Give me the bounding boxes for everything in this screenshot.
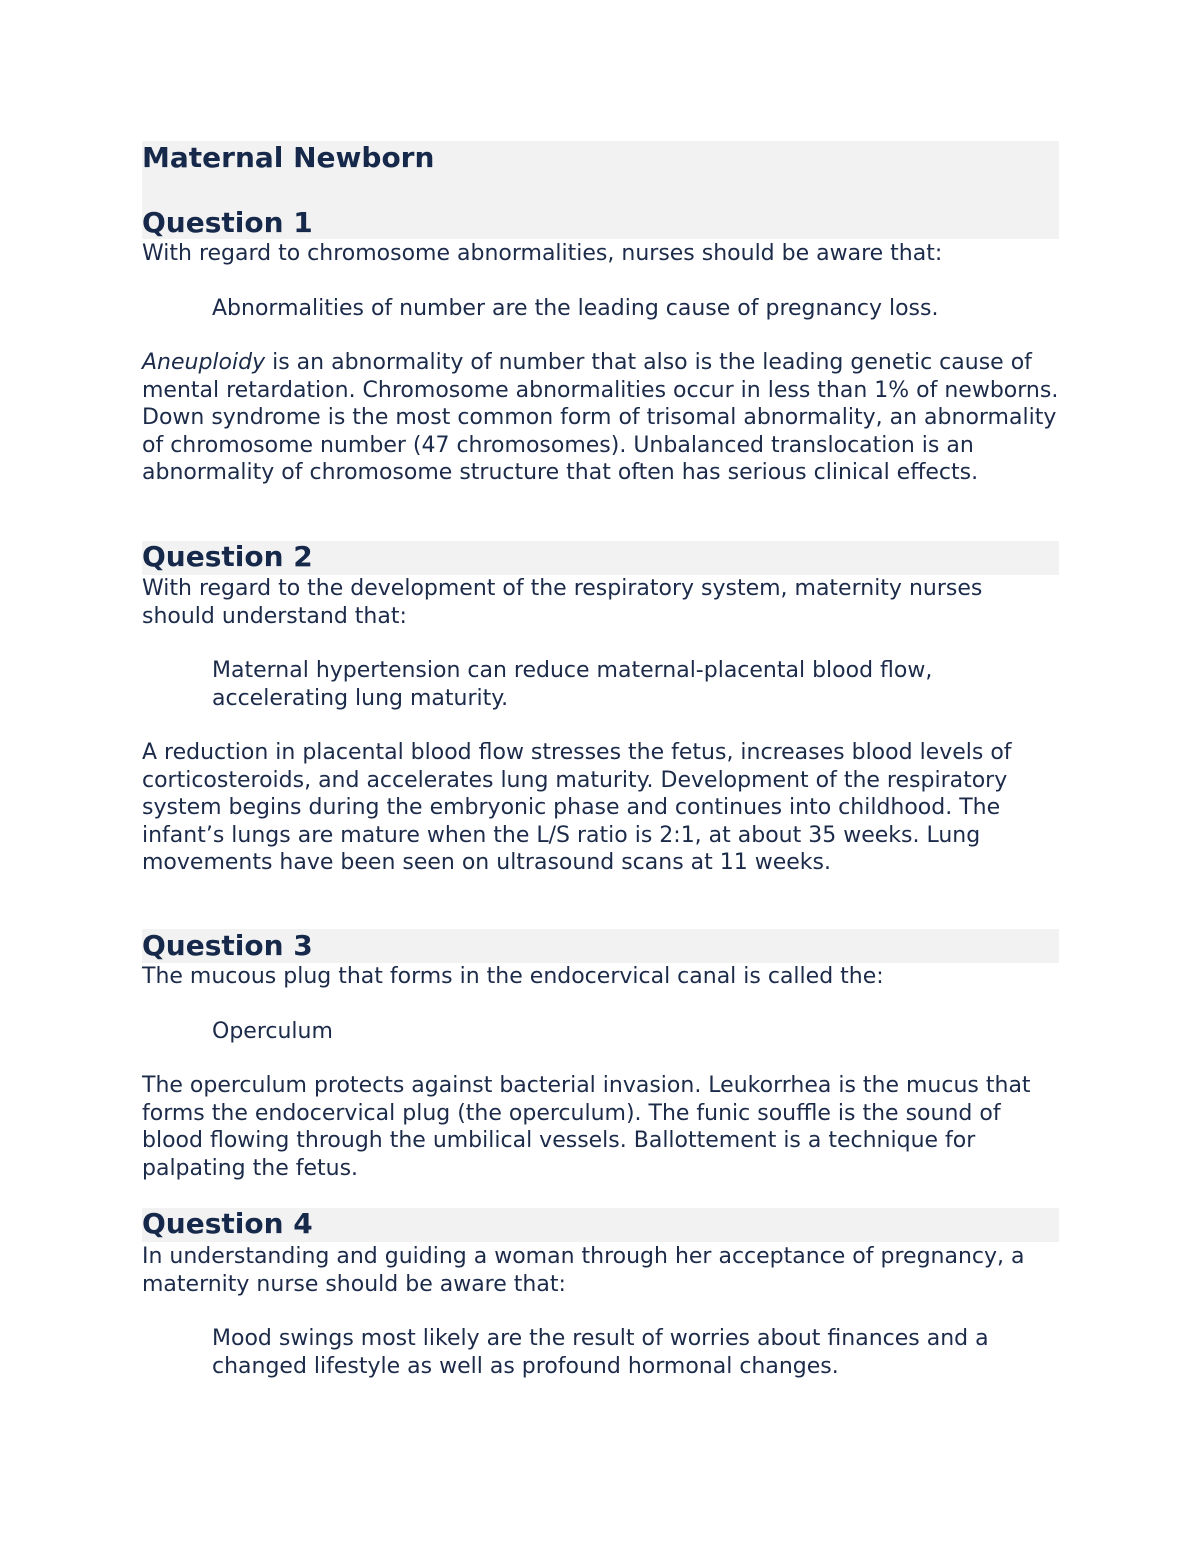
question-2-prompt: With regard to the development of the respiratory system, maternity nurses should understand that: [142, 576, 983, 629]
question-1-heading: Question 1 [142, 206, 313, 239]
question-1-rationale [142, 349, 1059, 487]
question-1-rationale-term: Aneuploidy [142, 350, 266, 375]
question-2-heading: Question 2 [142, 540, 313, 573]
question-1-rationale-text: is an abnormality of number that also is the leading genetic cause of mental retardation. Chromosome abnormalities occur in less than 1% of newborns. Down syndrome is the most common form of trisomal abnormality, an abnormality of chromosome number (47 chromosomes). Unbalanced translocation is an abnormality of chromosome structure that often has serious clinical effects. [142, 350, 1059, 485]
question-2-rationale: A reduction in placental blood flow stresses the fetus, increases blood levels of corticosteroids, and accelerates lung maturity. Development of the respiratory system begins during the embryonic phase and continues into childhood. The infant’s lungs are mature when the L/S ratio is 2:1, at about 35 weeks. Lung movements have been seen on ultrasound scans at 11 weeks. [142, 740, 1012, 875]
question-3-answer: Operculum [212, 1019, 333, 1044]
question-4-prompt: In understanding and guiding a woman through her acceptance of pregnancy, a maternity nurse should be aware that: [142, 1244, 1025, 1297]
question-4-heading: Question 4 [142, 1207, 313, 1240]
question-1-answer: Abnormalities of number are the leading cause of pregnancy loss. [212, 296, 939, 321]
question-3-heading: Question 3 [142, 929, 313, 962]
question-4-answer: Mood swings most likely are the result of worries about finances and a changed lifestyle as well as profound hormonal changes. [212, 1326, 989, 1379]
question-3-rationale: The operculum protects against bacterial invasion. Leukorrhea is the mucus that forms the endocervical plug (the operculum). The funic souffle is the sound of blood flowing through the umbilical vessels. Ballottement is a technique for palpating the fetus. [142, 1073, 1031, 1181]
question-3-prompt: The mucous plug that forms in the endocervical canal is called the: [142, 964, 884, 989]
document-title: Maternal Newborn [142, 141, 435, 174]
question-1-prompt: With regard to chromosome abnormalities, nurses should be aware that: [142, 241, 943, 266]
question-2-answer: Maternal hypertension can reduce maternal-placental blood flow, accelerating lung maturity. [212, 658, 933, 711]
